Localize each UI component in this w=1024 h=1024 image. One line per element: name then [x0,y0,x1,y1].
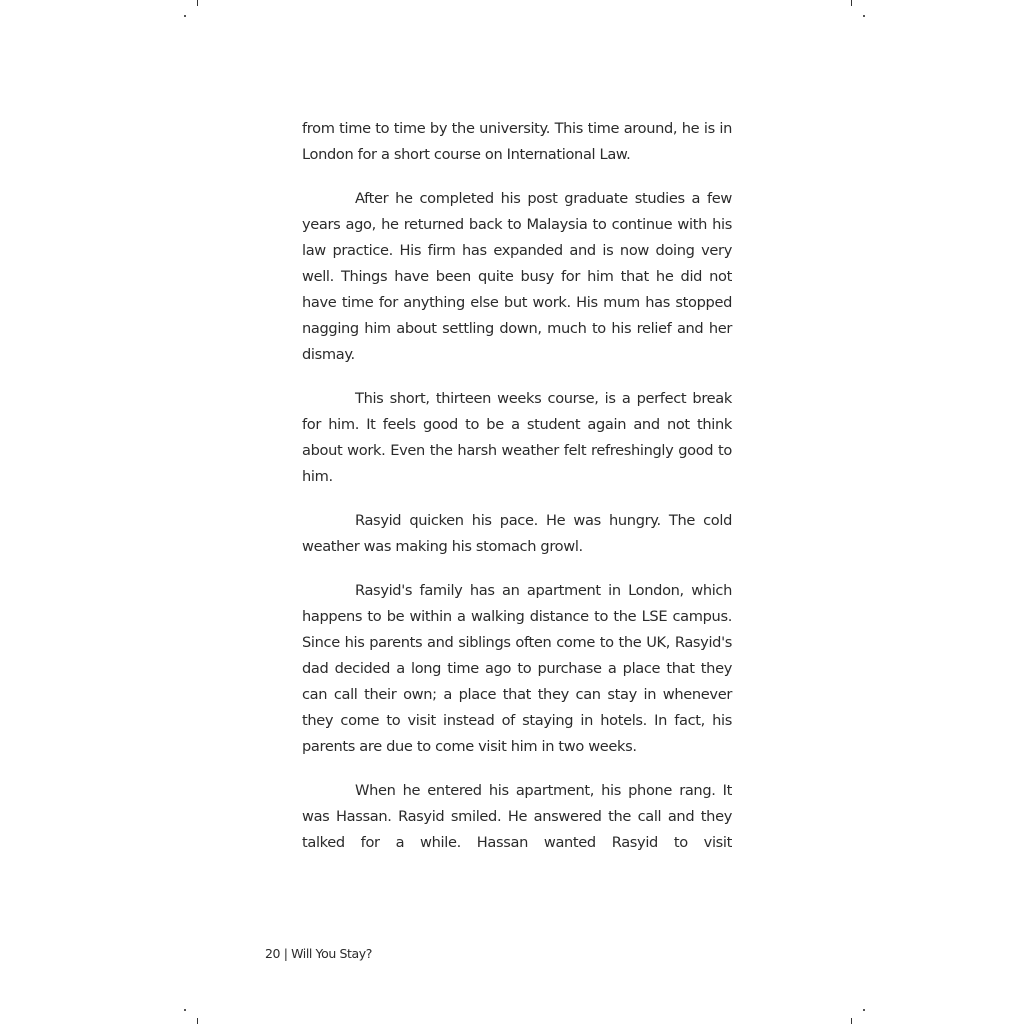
crop-mark-top-right [851,0,852,6]
crop-mark-top-left-dot [184,15,186,17]
paragraph: from time to time by the university. This time around, he is in London for a short course on International Law. [302,120,732,163]
crop-mark-bottom-left-dot [184,1009,186,1011]
crop-mark-top-left [197,0,198,6]
paragraph: Rasyid's family has an apartment in London, which happens to be within a walking distance to the LSE campus. Since his parents and siblings often come to the UK, Rasyid's dad decided a long time ago to purchase a place that they can call their own; a place that they can stay in whenever they come to visit instead of staying in hotels. In fact, his parents are due to come visit him in two weeks. [302,582,732,755]
crop-mark-top-right-dot [863,15,865,17]
crop-mark-bottom-right-dot [863,1009,865,1011]
page-number: 20 [265,946,281,961]
paragraph: This short, thirteen weeks course, is a perfect break for him. It feels good to be a student again and not think about work. Even the harsh weather felt refreshingly good to him. [302,390,732,485]
crop-mark-bottom-right [851,1018,852,1024]
book-title: Will You Stay? [291,946,373,961]
body-text [302,116,732,874]
footer-separator: | [283,946,288,961]
page-footer [265,946,372,961]
paragraph: When he entered his apartment, his phone rang. It was Hassan. Rasyid smiled. He answered the call and they talked for a while. Hassan wanted Rasyid to visit [302,782,732,851]
paragraph: After he completed his post graduate studies a few years ago, he returned back to Malaysia to continue with his law practice. His firm has expanded and is now doing very well. Things have been quite busy for him that he did not have time for anything else but work. His mum has stopped nagging him about settling down, much to his relief and her dismay. [302,190,732,363]
paragraph: Rasyid quicken his pace. He was hungry. The cold weather was making his stomach growl. [302,512,732,555]
crop-mark-bottom-left [197,1018,198,1024]
